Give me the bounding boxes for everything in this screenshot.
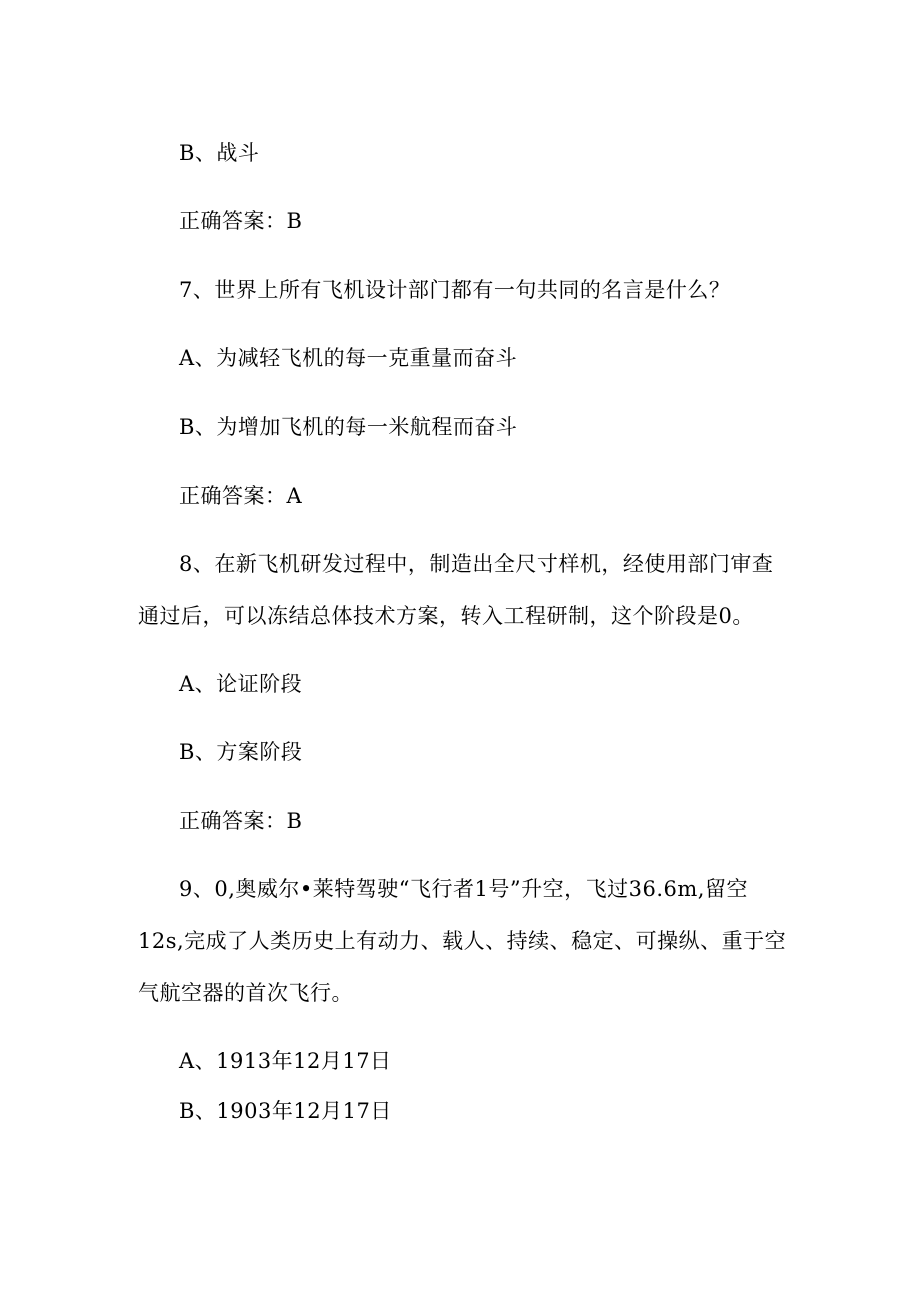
q6-answer: 正确答案：B: [179, 209, 303, 233]
q8-option-a: A、论证阶段: [179, 672, 303, 696]
q9-option-a: A、1913年12月17日: [179, 1049, 392, 1073]
q9-question-line3: 气航空器的首次飞行。: [138, 981, 353, 1005]
q7-answer: 正确答案：A: [179, 484, 303, 508]
q9-question-line1: 9、0,奥威尔•莱特驾驶“飞行者1号”升空，飞过36.6m,留空: [179, 877, 748, 901]
q9-question-line2: 12s,完成了人类历史上有动力、载人、持续、稳定、可操纵、重于空: [138, 929, 787, 953]
q7-question: 7、世界上所有飞机设计部门都有一句共同的名言是什么？: [179, 278, 731, 302]
q6-option-b: B、战斗: [179, 141, 260, 165]
q8-answer: 正确答案：B: [179, 809, 303, 833]
q8-question-line1: 8、在新飞机研发过程中，制造出全尺寸样机，经使用部门审查: [179, 552, 774, 576]
q9-option-b: B、1903年12月17日: [179, 1099, 392, 1123]
q8-option-b: B、方案阶段: [179, 740, 303, 764]
q7-option-a: A、为减轻飞机的每一克重量而奋斗: [179, 346, 518, 370]
q7-option-b: B、为增加飞机的每一米航程而奋斗: [179, 415, 518, 439]
q8-question-line2: 通过后，可以冻结总体技术方案，转入工程研制，这个阶段是0。: [138, 604, 754, 628]
